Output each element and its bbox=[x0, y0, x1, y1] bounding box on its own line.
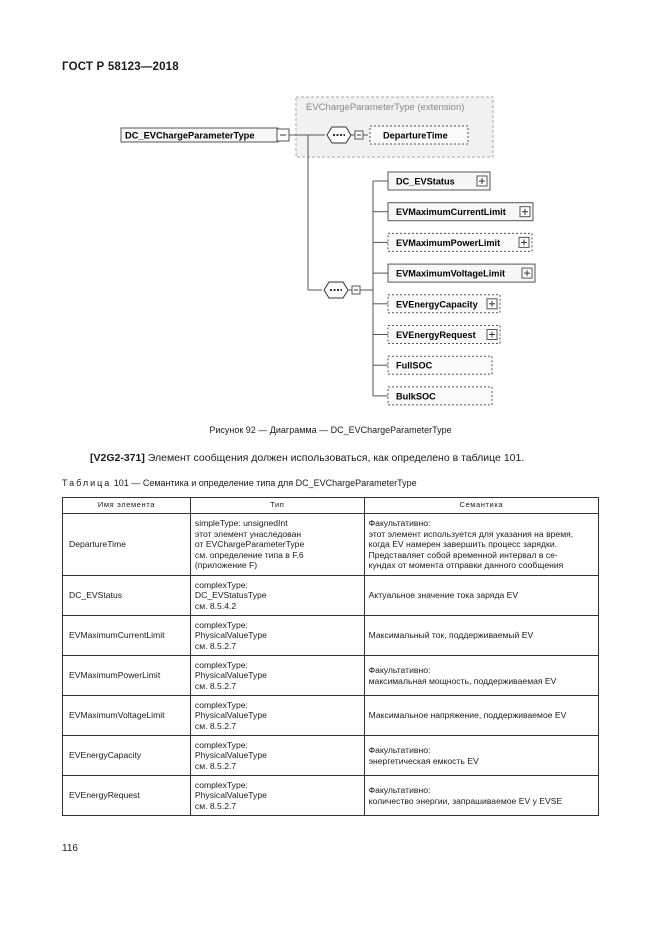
table-caption-word: Таблица bbox=[62, 478, 112, 488]
table-cell-type: simpleType: unsignedInt этот элемент унаследован от EVChargeParameterType см. определение типа в F.6 (приложение F) bbox=[190, 514, 364, 576]
table-cell-name: DC_EVStatus bbox=[63, 576, 191, 616]
root-element-label: DC_EVChargeParameterType bbox=[125, 130, 255, 141]
table-cell-sem: Максимальное напряжение, поддерживаемое EV bbox=[364, 696, 598, 736]
table-cell-type: complexType: PhysicalValueType см. 8.5.2.7 bbox=[190, 696, 364, 736]
document-header: ГОСТ Р 58123—2018 bbox=[62, 61, 179, 73]
schema-element-label: EVEnergyRequest bbox=[396, 330, 476, 340]
table-cell-name: EVEnergyCapacity bbox=[63, 736, 191, 776]
table-cell-sem: Максимальный ток, поддерживаемый EV bbox=[364, 616, 598, 656]
schema-element-label: DC_EVStatus bbox=[396, 176, 455, 187]
table-row bbox=[63, 776, 599, 816]
table-cell-type: complexType: PhysicalValueType см. 8.5.2.7 bbox=[190, 736, 364, 776]
table-row bbox=[63, 656, 599, 696]
table-row bbox=[63, 616, 599, 656]
sequence-compositor-icon bbox=[327, 127, 351, 143]
table-cell-sem: Актуальное значение тока заряда EV bbox=[364, 576, 598, 616]
table-cell-name: EVEnergyRequest bbox=[63, 776, 191, 816]
figure-caption: Рисунок 92 — Диаграмма — DC_EVChargeParameterType bbox=[209, 425, 452, 435]
table-row bbox=[63, 736, 599, 776]
table-cell-type: complexType: PhysicalValueType см. 8.5.2.7 bbox=[190, 776, 364, 816]
table-cell-sem: Факультативно: энергетическая емкость EV bbox=[364, 736, 598, 776]
semantics-table bbox=[62, 497, 599, 816]
table-cell-name: EVMaximumVoltageLimit bbox=[63, 696, 191, 736]
table-cell-name: DepartureTime bbox=[63, 514, 191, 576]
schema-element-label: BulkSOC bbox=[396, 391, 436, 402]
extension-label: EVChargeParameterType (extension) bbox=[306, 102, 465, 113]
schema-diagram bbox=[0, 0, 661, 420]
schema-element-label: EVMaximumVoltageLimit bbox=[396, 268, 506, 279]
table-row bbox=[63, 514, 599, 576]
table-cell-name: EVMaximumCurrentLimit bbox=[63, 616, 191, 656]
table-cell-sem: Факультативно: количество энергии, запрашиваемое EV у EVSE bbox=[364, 776, 598, 816]
schema-element-label: EVMaximumPowerLimit bbox=[396, 237, 501, 248]
table-row bbox=[63, 576, 599, 616]
column-header: Семантика bbox=[364, 498, 598, 514]
schema-element-label: EVMaximumCurrentLimit bbox=[396, 207, 506, 218]
schema-element-label: FullSOC bbox=[396, 360, 433, 371]
requirement-id: [V2G2-371] bbox=[90, 452, 145, 464]
column-header: Имя элемента bbox=[63, 498, 191, 514]
table-caption-text: 101 — Семантика и определение типа для DC_EVChargeParameterType bbox=[111, 478, 417, 488]
table-cell-type: complexType: PhysicalValueType см. 8.5.2.7 bbox=[190, 616, 364, 656]
table-row bbox=[63, 696, 599, 736]
table-cell-sem: Факультативно: этот элемент используется для указания на время, когда EV намерен завершить процесс зарядки. Представляет собой временной интервал в се- кундах от момента отправки данного сообщения bbox=[364, 514, 598, 576]
column-header: Тип bbox=[190, 498, 364, 514]
page-number: 116 bbox=[62, 843, 78, 854]
departure-label: DepartureTime bbox=[383, 130, 448, 141]
table-cell-sem: Факультативно: максимальная мощность, поддерживаемая EV bbox=[364, 656, 598, 696]
table-cell-type: complexType: PhysicalValueType см. 8.5.2.7 bbox=[190, 656, 364, 696]
requirement-text: Элемент сообщения должен использоваться, как определено в таблице 101. bbox=[144, 452, 525, 464]
table-cell-type: complexType: DC_EVStatusType см. 8.5.4.2 bbox=[190, 576, 364, 616]
schema-element-label: EVEnergyCapacity bbox=[396, 299, 478, 310]
sequence-compositor-icon bbox=[324, 282, 348, 298]
table-header-row bbox=[63, 498, 599, 514]
table-caption bbox=[62, 478, 417, 488]
requirement-paragraph bbox=[90, 452, 524, 464]
table-cell-name: EVMaximumPowerLimit bbox=[63, 656, 191, 696]
